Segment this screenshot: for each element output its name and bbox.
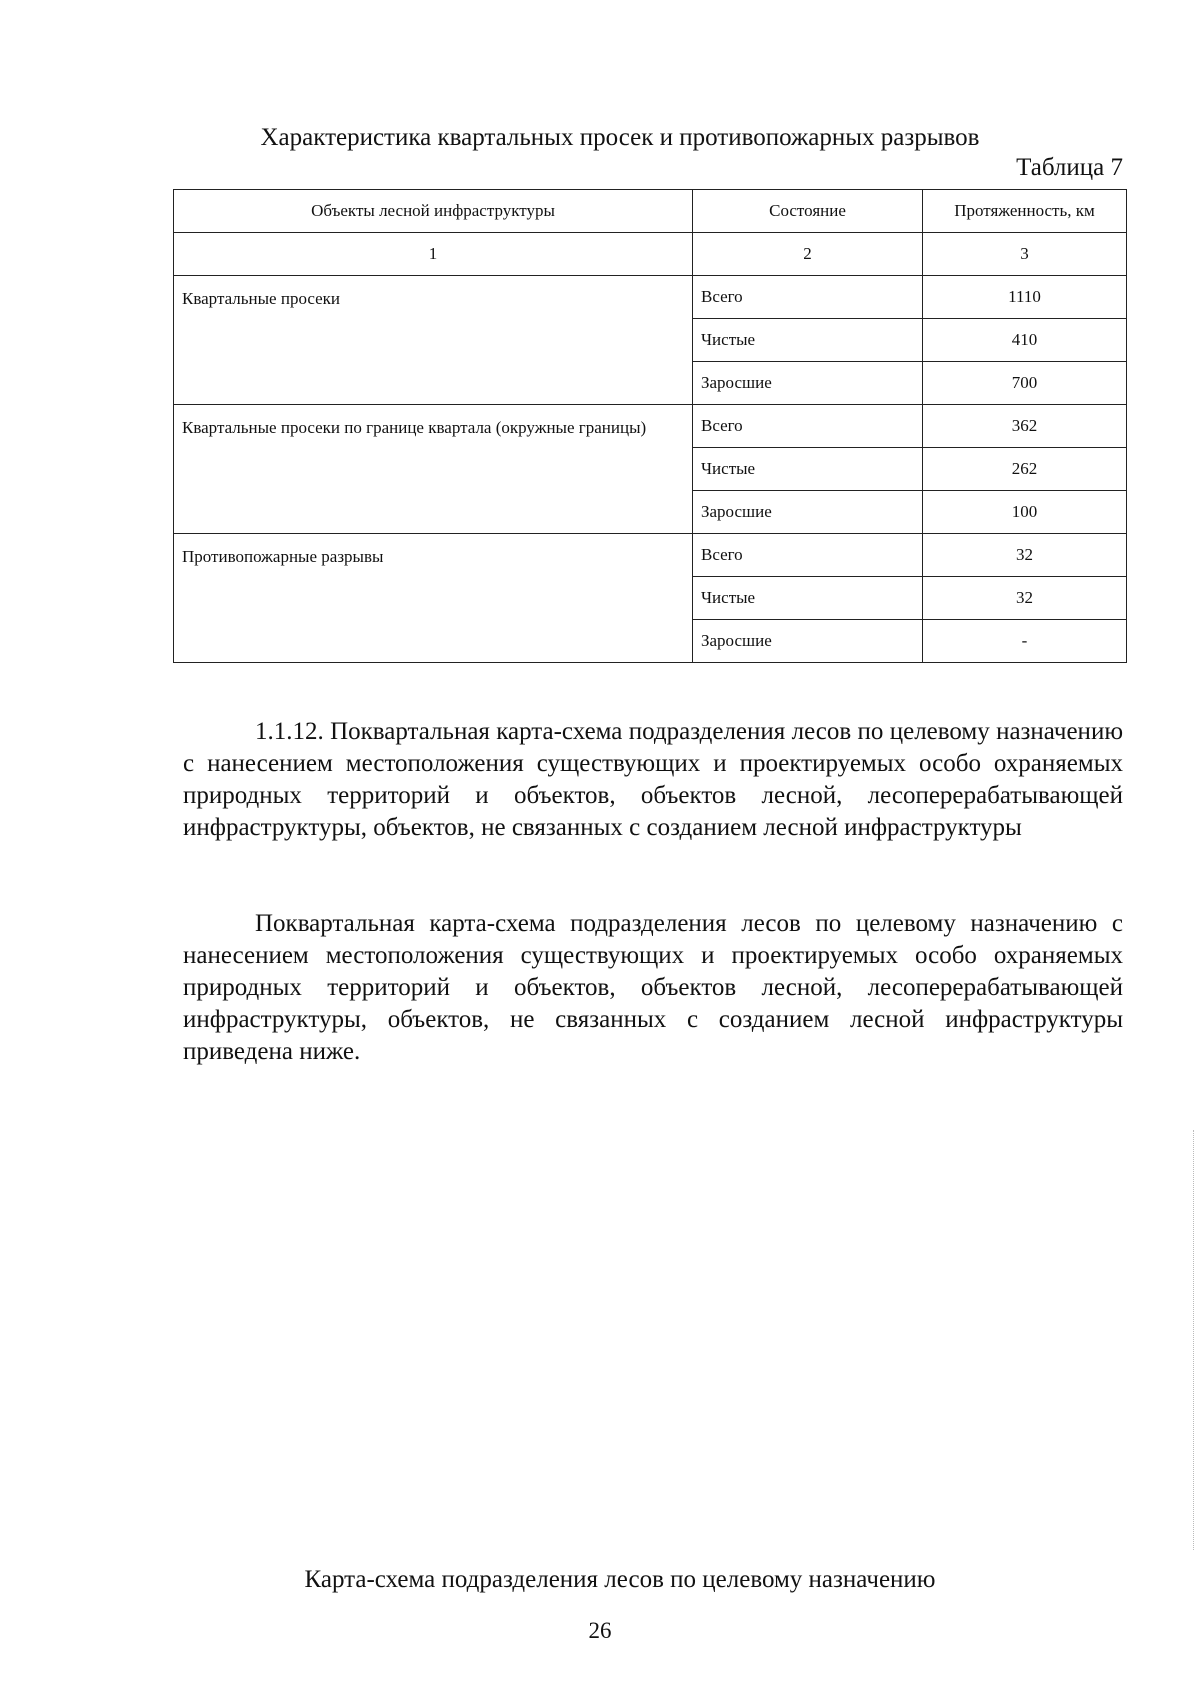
table-title: Характеристика квартальных просек и противопожарных разрывов	[260, 124, 980, 151]
table-row	[174, 276, 1127, 319]
length-cell: 262	[923, 448, 1127, 491]
column-number: 2	[693, 233, 923, 276]
state-cell: Чистые	[693, 319, 923, 362]
state-cell: Заросшие	[693, 362, 923, 405]
table-row	[174, 405, 1127, 448]
length-cell: 100	[923, 491, 1127, 534]
column-number: 1	[174, 233, 693, 276]
object-cell: Квартальные просеки	[174, 276, 693, 405]
header-state: Состояние	[693, 190, 923, 233]
length-cell: 410	[923, 319, 1127, 362]
state-cell: Чистые	[693, 448, 923, 491]
table-row	[174, 534, 1127, 577]
infrastructure-table	[173, 189, 1127, 663]
state-cell: Всего	[693, 276, 923, 319]
state-cell: Заросшие	[693, 491, 923, 534]
length-cell: 32	[923, 534, 1127, 577]
state-cell: Чистые	[693, 577, 923, 620]
object-cell: Противопожарные разрывы	[174, 534, 693, 663]
length-cell: 32	[923, 577, 1127, 620]
section-heading: 1.1.12. Поквартальная карта-схема подразделения лесов по целевому назначению с нанесением местоположения существующих и проектируемых особо охраняемых природных территорий и объектов, объектов лесной, лесоперерабатывающей инфраструктуры, объектов, не связанных с созданием лесной инфраструктуры	[183, 718, 1123, 841]
state-cell: Заросшие	[693, 620, 923, 663]
length-cell: 700	[923, 362, 1127, 405]
table-caption: Таблица 7	[1016, 154, 1123, 181]
object-cell: Квартальные просеки по границе квартала (окружные границы)	[174, 405, 693, 534]
page-number: 26	[588, 1618, 612, 1643]
scan-edge-artifact	[1193, 1130, 1195, 1550]
map-title: Карта-схема подразделения лесов по целевому назначению	[304, 1566, 936, 1593]
length-cell: 362	[923, 405, 1127, 448]
header-length: Протяженность, км	[923, 190, 1127, 233]
table-header-row	[174, 190, 1127, 233]
state-cell: Всего	[693, 534, 923, 577]
length-cell: 1110	[923, 276, 1127, 319]
state-cell: Всего	[693, 405, 923, 448]
table-column-number-row	[174, 233, 1127, 276]
section-body: Поквартальная карта-схема подразделения лесов по целевому назначению с нанесением местоположения существующих и проектируемых особо охраняемых природных территорий и объектов, объектов лесной, лесоперерабатывающей инфраструктуры, объектов, не связанных с созданием лесной инфраструктуры приведена ниже.	[183, 910, 1123, 1065]
length-cell: -	[923, 620, 1127, 663]
header-objects: Объекты лесной инфраструктуры	[174, 190, 693, 233]
column-number: 3	[923, 233, 1127, 276]
